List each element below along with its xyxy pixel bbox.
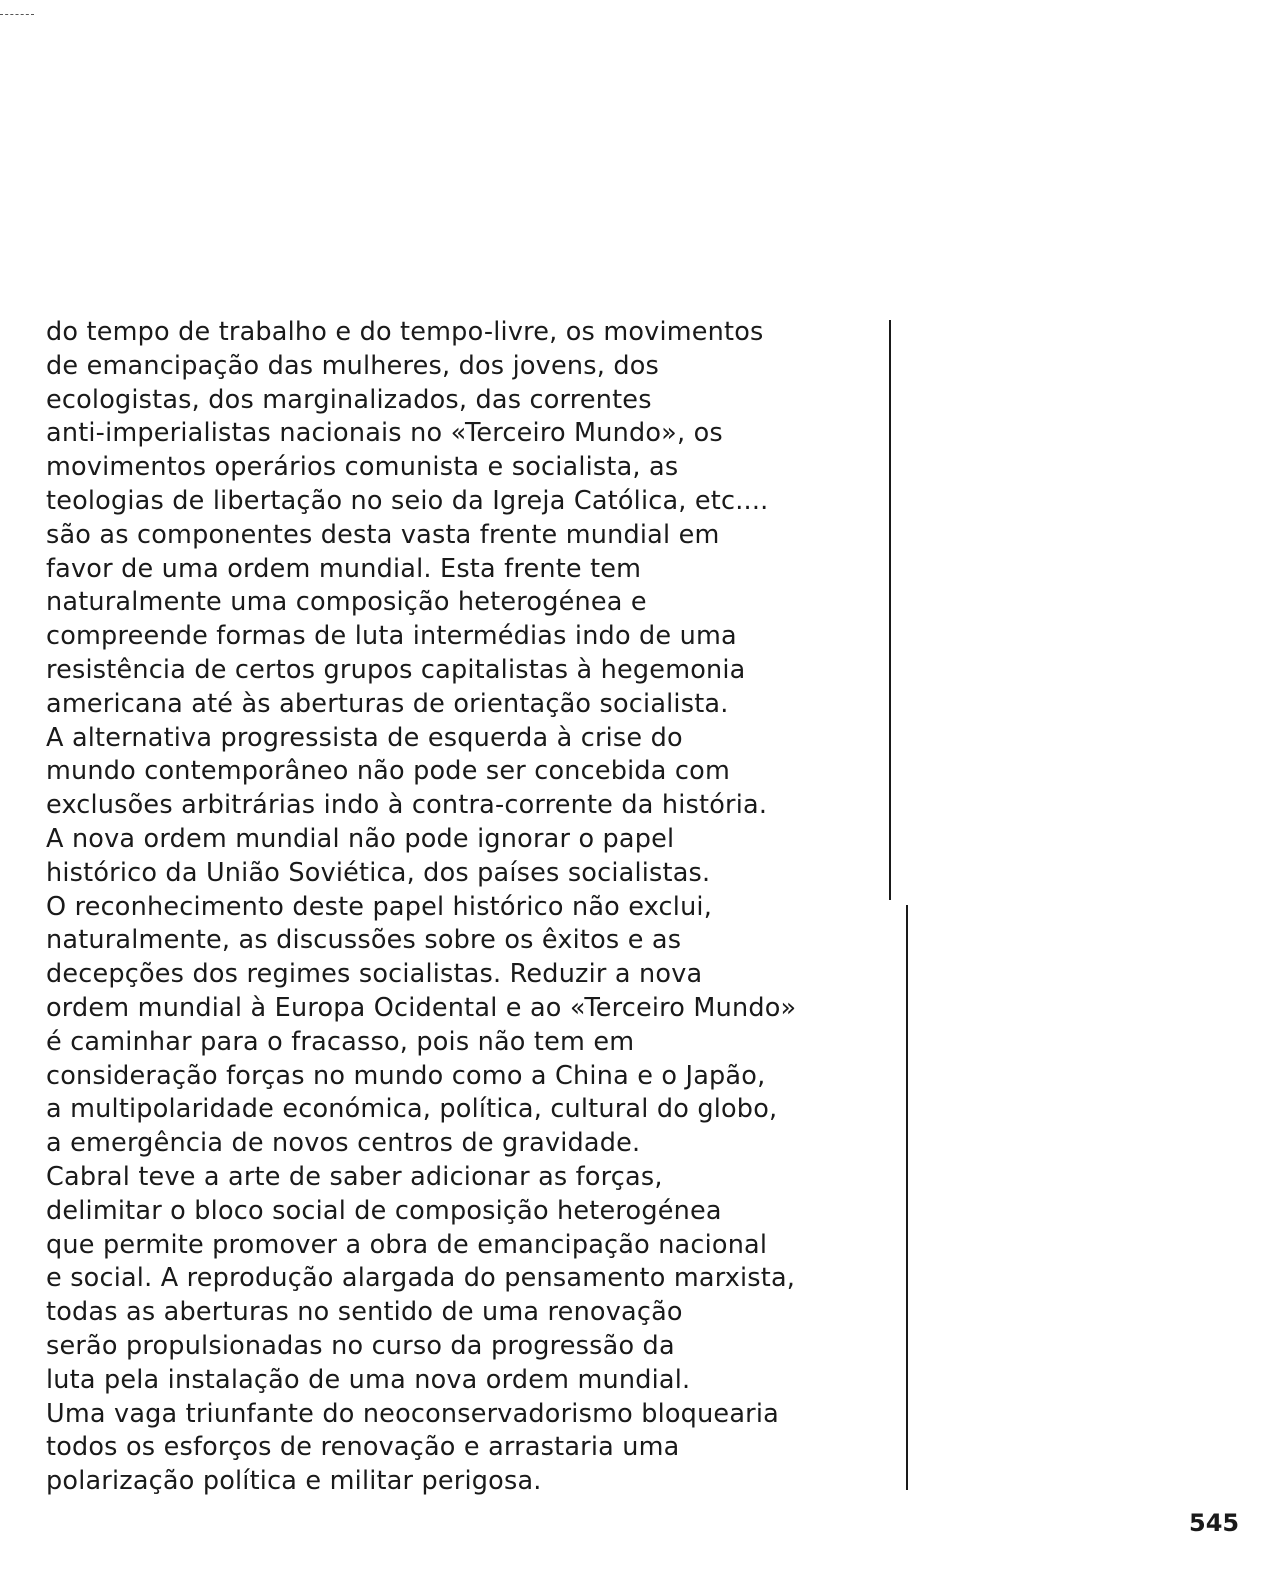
text-line: Cabral teve a arte de saber adicionar as forças, [46,1161,663,1192]
text-line: A alternativa progressista de esquerda à crise do [46,722,683,753]
text-line: resistência de certos grupos capitalistas à hegemonia [46,654,746,685]
text-line: decepções dos regimes socialistas. Reduzir a nova [46,959,703,990]
text-line: todas as aberturas no sentido de uma renovação [46,1297,683,1328]
text-line: delimitar o bloco social de composição heterogénea [46,1195,722,1226]
body-text [46,316,886,1499]
page-number: 545 [1189,1509,1240,1537]
corner-mark [0,14,34,15]
text-line: naturalmente uma composição heterogénea e [46,587,647,618]
text-line: consideração forças no mundo como a China e o Japão, [46,1060,766,1091]
text-line: a multipolaridade económica, política, cultural do globo, [46,1094,778,1125]
text-line: ordem mundial à Europa Ocidental e ao «Terceiro Mundo» [46,992,797,1023]
text-line: é caminhar para o fracasso, pois não tem em [46,1026,635,1057]
text-line: exclusões arbitrárias indo à contra-corrente da história. [46,790,768,821]
text-line: americana até às aberturas de orientação socialista. [46,688,729,719]
text-line: que permite promover a obra de emancipação nacional [46,1229,768,1260]
text-line: ecologistas, dos marginalizados, das correntes [46,384,652,415]
text-line: O reconhecimento deste papel histórico não exclui, [46,891,713,922]
text-line: mundo contemporâneo não pode ser concebida com [46,756,730,787]
text-line: do tempo de trabalho e do tempo-livre, os movimentos [46,317,764,347]
text-line: A nova ordem mundial não pode ignorar o papel [46,823,675,854]
text-line: Uma vaga triunfante do neoconservadorismo bloquearia [46,1398,779,1429]
text-line: de emancipação das mulheres, dos jovens, dos [46,350,659,381]
text-line: movimentos operários comunista e socialista, as [46,452,679,483]
margin-rule [889,320,891,900]
text-line: naturalmente, as discussões sobre os êxitos e as [46,925,682,956]
text-line: polarização política e militar perigosa. [46,1466,542,1497]
text-line: histórico da União Soviética, dos países socialistas. [46,857,711,888]
text-line: compreende formas de luta intermédias indo de uma [46,621,737,652]
text-line: anti-imperialistas nacionais no «Terceiro Mundo», os [46,418,723,449]
text-line: luta pela instalação de uma nova ordem mundial. [46,1364,691,1395]
text-line: todos os esforços de renovação e arrastaria uma [46,1432,680,1463]
text-line: são as componentes desta vasta frente mundial em [46,519,720,550]
text-line: favor de uma ordem mundial. Esta frente tem [46,553,642,584]
text-line: a emergência de novos centros de gravidade. [46,1128,641,1159]
text-line: e social. A reprodução alargada do pensamento marxista, [46,1263,796,1294]
text-line: teologias de libertação no seio da Igreja Católica, etc.... [46,485,769,516]
text-line: serão propulsionadas no curso da progressão da [46,1330,675,1361]
margin-rule [906,905,908,1490]
